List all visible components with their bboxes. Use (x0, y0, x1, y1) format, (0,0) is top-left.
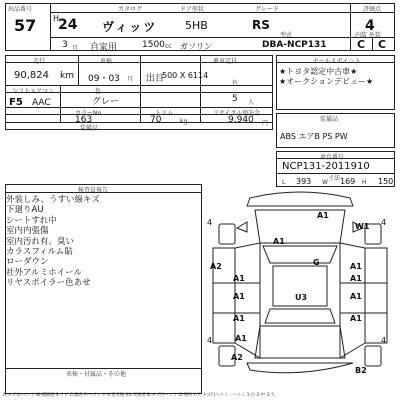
mark-right-rear-door: A1 (350, 292, 362, 301)
note-line: 外装しみ、うすい線キズ (6, 195, 100, 205)
note-line: カラスフィルム貼 (6, 247, 73, 258)
recycle-label: リサイクル預託金 (213, 110, 261, 117)
door-type-label: ドア形状 (180, 6, 204, 13)
ac-label: エアコン (30, 88, 54, 95)
size-prefix-w: W (322, 179, 328, 186)
note-line: リヤスポイラー色あせ (6, 278, 91, 289)
height: 150 (378, 177, 394, 186)
recycle-fee: 9,940 (228, 115, 254, 125)
length: 393 (296, 177, 312, 186)
size-prefix-l: L (282, 179, 286, 186)
mark-right-front-door: A1 (350, 274, 362, 283)
model-code: DBA-NCP131 (262, 40, 327, 50)
notes-bottom-label: 車検・付属品・その他 (66, 371, 127, 378)
size-prefix-h: H (362, 179, 367, 186)
displacement: 1500 (142, 40, 165, 50)
recycle-unit: 円 (262, 120, 269, 127)
dimensions: 500 X 6114 (162, 71, 209, 80)
mark-left-quarter: A1 (233, 314, 245, 323)
notes-lines (6, 195, 100, 289)
year: 24 (58, 17, 78, 33)
mark-roof-dent: U3 (295, 293, 308, 302)
mark-left-front-door: A1 (233, 274, 245, 283)
size-label: 寸法 (328, 175, 341, 182)
notes-title: 検査員報告 (78, 187, 109, 194)
mark-roof: G (313, 258, 320, 267)
month: 3 (62, 40, 68, 50)
exterior-grade: C (378, 38, 387, 51)
grade-label: グレード (255, 6, 280, 13)
score-label: 評価点 (363, 6, 382, 13)
shift: F5 (9, 97, 23, 108)
usage: 自家用 (90, 43, 118, 53)
mark-left-fender: A2 (210, 262, 222, 271)
era-label: H (53, 14, 60, 23)
month-unit: 月 (72, 45, 79, 52)
fuel: ガソリン (180, 42, 212, 51)
mileage-label: 走行 (33, 58, 46, 65)
note-line: シートすれ中 (6, 215, 57, 226)
lot-label: 出品番号 (8, 6, 33, 13)
interior-exterior-label: 内装 外装 (355, 32, 381, 39)
ac: AAC (32, 98, 51, 108)
mark-rear-left: A2 (231, 353, 243, 362)
shift-label: シフト (12, 88, 31, 95)
color-no: 163 (75, 115, 93, 125)
wheel-grade: 4 (381, 336, 387, 345)
weight-unit: kg (180, 118, 188, 125)
mark-rear-bumper: B2 (355, 366, 367, 375)
mark-rear-gate: A1 (235, 334, 247, 343)
note-line: 室内内張傷 (6, 226, 49, 237)
mileage-unit: km (60, 71, 74, 81)
inspection: 09・03 (88, 74, 120, 84)
capacity-unit: 人 (248, 99, 255, 106)
mark-front-bumper: A1 (317, 211, 329, 220)
mileage: 90,824 (14, 70, 49, 81)
chassis-number: NCP131-2011910 (282, 161, 370, 172)
displacement-unit: cc (165, 43, 172, 50)
inspection-label: 車検 (100, 58, 113, 65)
width: 169 (340, 177, 356, 186)
mark-hood: A1 (273, 237, 285, 246)
lot-number: 57 (14, 16, 37, 35)
grade: RS (252, 18, 270, 32)
feature-item: ★オークションデビュー★ (279, 77, 374, 86)
score: 4 (365, 18, 375, 34)
mark-left-rear-door: A1 (233, 292, 245, 301)
note-line: 下廻りAU (6, 205, 44, 216)
capacity-label: 乗車定員 (213, 58, 238, 65)
wheel-grade: 4 (207, 218, 213, 227)
color: グレー (92, 97, 120, 107)
note-line: ローダウン (6, 257, 49, 268)
chassis-label: 車台番号 (320, 154, 345, 161)
wheel-grade: 4 (207, 336, 213, 345)
wheel-grade: 4 (381, 218, 387, 227)
car-damage-diagram (205, 188, 395, 384)
capacity: 5 (232, 94, 238, 104)
features-title: セールスポイント (313, 58, 361, 65)
trim: 70 (150, 115, 162, 125)
mark-windshield: W1 (355, 222, 370, 231)
model-code-label: 型式 (280, 32, 293, 39)
dimensions-label: 出目 (146, 74, 165, 84)
mark-right-quarter: A1 (350, 314, 362, 323)
note-line: 室内汚れ有、臭い (6, 236, 75, 247)
mark-right-fender: A1 (350, 262, 362, 271)
make-label: カタログ (118, 6, 143, 13)
interior-grade: C (357, 38, 366, 51)
color-label: 色 (95, 88, 102, 95)
inspection-unit: 月 (127, 76, 134, 83)
special-label: 装備品 (80, 125, 99, 132)
body-type: 5HB (185, 19, 208, 32)
footer-note: A:キズ U:ヘコミ W:補修波 S:サビ C:腐食 P:ペイント X:要交換 XX:交換済 B:キズ付ヘコミ G:飛石 Y:穴 キズ付ヘコミ・へコミ 1:小 2:中 3:大 (3, 393, 275, 398)
color-unit: 色 (232, 80, 239, 87)
trim-label: トリム (155, 110, 174, 117)
options: ABS エアB PS PW (280, 132, 348, 141)
feature-item: ★トヨタ認定中古車★ (279, 67, 358, 76)
color-no-label: カラーNo (75, 110, 102, 117)
options-label: 装備品 (320, 116, 339, 123)
car-name: ヴィッツ (102, 20, 158, 34)
note-line: 社外アルミホイール (6, 267, 82, 278)
